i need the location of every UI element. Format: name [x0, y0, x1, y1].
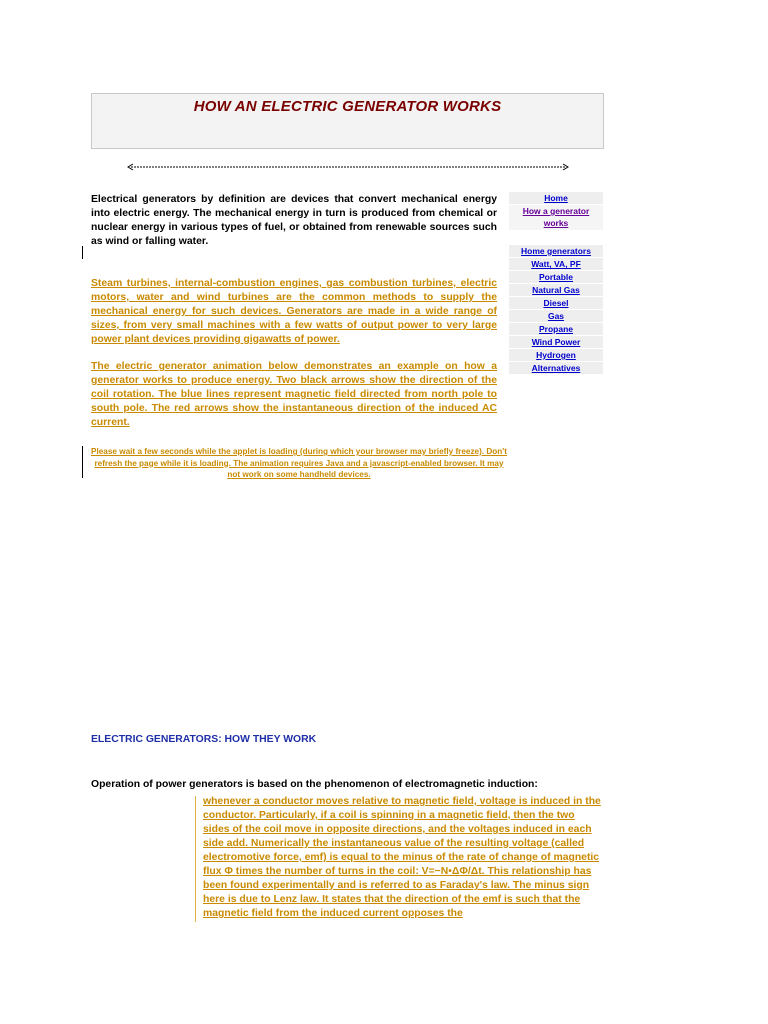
nav-item-watt-va-pf[interactable]: Watt, VA, PF [509, 258, 603, 270]
applet-loading-note[interactable]: Please wait a few seconds while the applet is loading (during which your browser may briefly freeze). Don't refresh the page while it is loading. The animation requires Java and a javascript-enabled browser. It may not work on some handheld devices. [91, 447, 507, 479]
nav-item-home[interactable]: Home [509, 192, 603, 204]
nav-item-hydrogen[interactable]: Hydrogen [509, 349, 603, 361]
animation-paragraph-link[interactable]: The electric generator animation below demonstrates an example on how a generator works to produce energy. Two black arrows show the direction of the coil rotation. The blue lines represent magnetic field directed from north pole to south pole. The red arrows show the instantaneous direction of the induced AC current. [91, 361, 497, 428]
title-banner [91, 93, 604, 149]
nav-item-wind-power[interactable]: Wind Power [509, 336, 603, 348]
sidebar-nav [509, 192, 603, 375]
nav-item-propane[interactable]: Propane [509, 323, 603, 335]
nav-item-home-generators[interactable]: Home generators [509, 245, 603, 257]
induction-paragraph-link[interactable]: whenever a conductor moves relative to magnetic field, voltage is induced in the conductor. Particularly, if a coil is spinning in a magnetic field, then the two sides of the coil move in opposite directions, and the voltages induced in each side add. Numerically the instantaneous value of the resulting voltage (called electromotive force, emf) is equal to the minus of the rate of change of magnetic flux Φ times the number of turns in the coil: V=−N•ΔΦ/Δt. This relationship has been found experimentally and is referred to as Faraday's law. The minus sign here is due to Lenz law. It states that the direction of the emf is such that the magnetic field from the induced current opposes the [203, 796, 601, 919]
section-heading: ELECTRIC GENERATORS: HOW THEY WORK [91, 734, 317, 745]
double-arrow-divider [127, 162, 569, 172]
text-cursor-marker [82, 246, 83, 259]
steam-paragraph-link[interactable]: Steam turbines, internal-combustion engines, gas combustion turbines, electric motors, water and wind turbines are the common methods to supply the mechanical energy for such devices. Generators are made in a wide range of sizes, from very small machines with a few watts of output power to very large power plant devices providing gigawatts of power. [91, 278, 497, 345]
intro-paragraph: Electrical generators by definition are devices that convert mechanical energy into electric energy. The mechanical energy in turn is produced from chemical or nuclear energy in various types of fuel, or obtained from renewable sources such as wind or falling water. [91, 194, 497, 247]
nav-item-portable[interactable]: Portable [509, 271, 603, 283]
page-title: HOW AN ELECTRIC GENERATOR WORKS [193, 98, 502, 115]
nav-item-diesel[interactable]: Diesel [509, 297, 603, 309]
nav-spacer [509, 231, 603, 245]
nav-item-alternatives[interactable]: Alternatives [509, 362, 603, 374]
nav-item-natural-gas[interactable]: Natural Gas [509, 284, 603, 296]
operation-intro: Operation of power generators is based on the phenomenon of electromagnetic induction: [91, 779, 538, 790]
applet-marker [82, 446, 83, 478]
nav-item-how-generator-works[interactable]: How a generator works [509, 205, 603, 230]
nav-item-gas[interactable]: Gas [509, 310, 603, 322]
induction-quote-bar [195, 796, 196, 922]
